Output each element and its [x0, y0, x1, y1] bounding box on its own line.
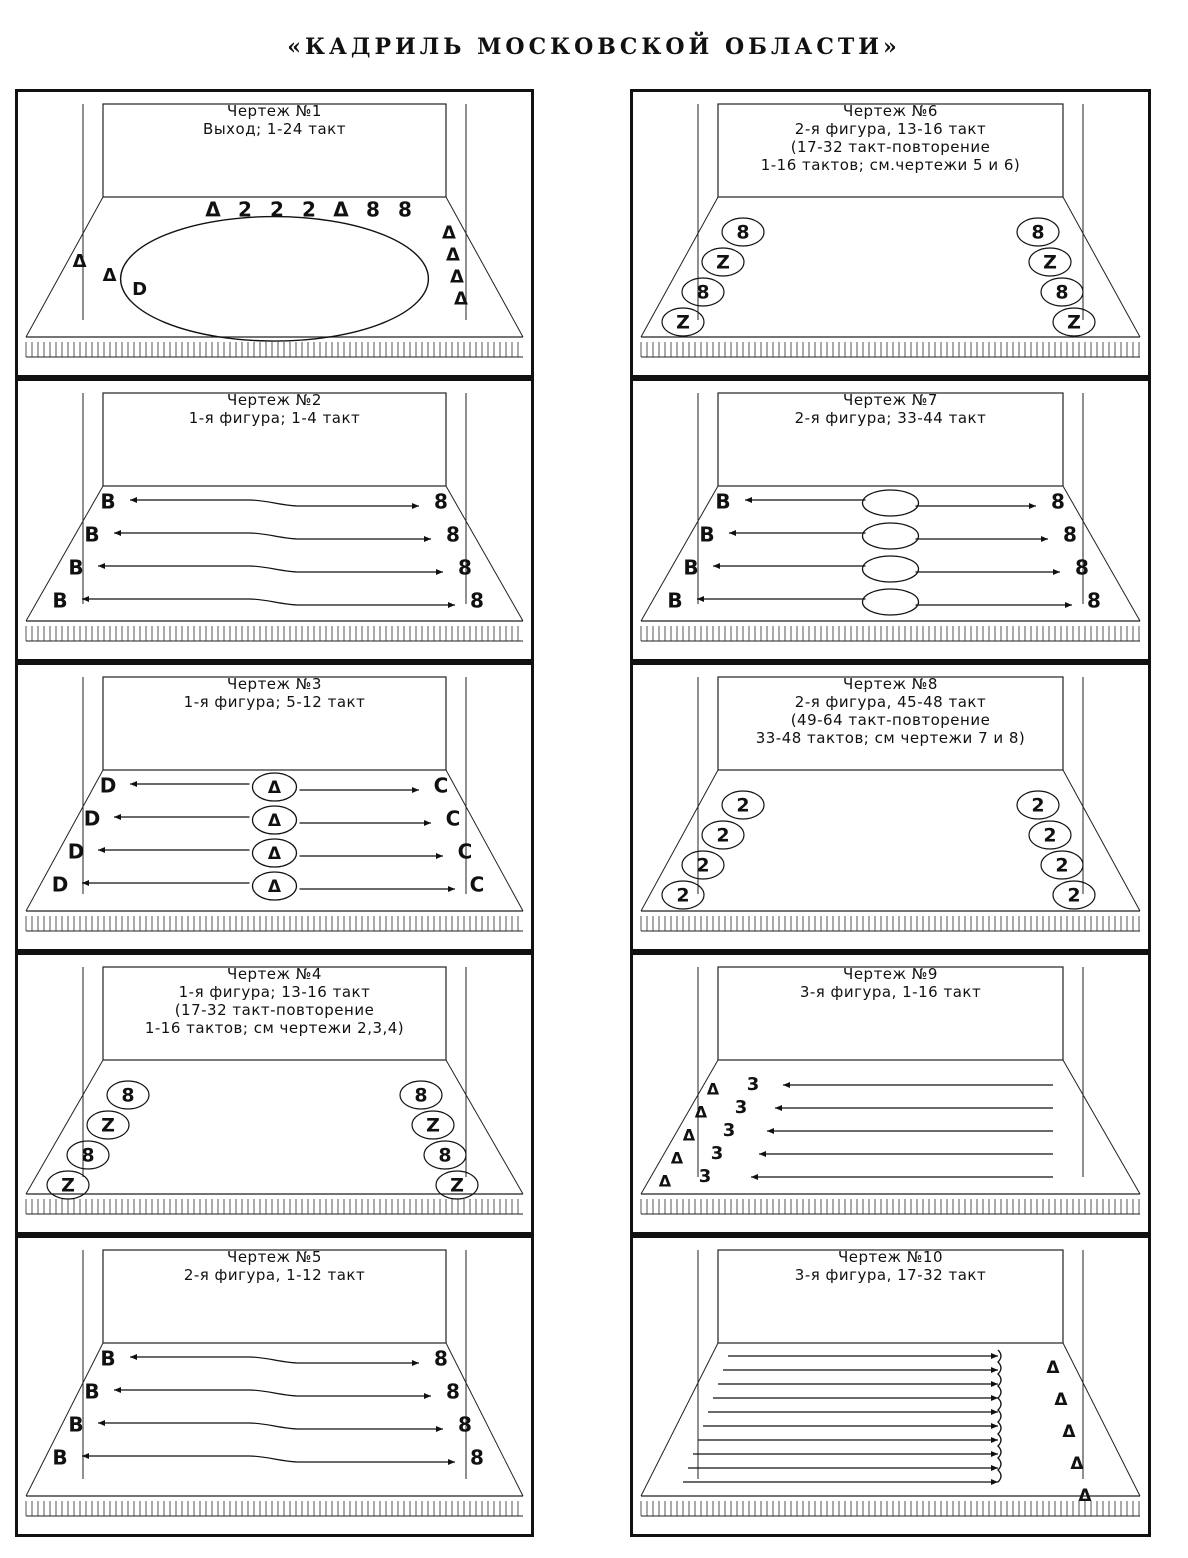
arrowhead [991, 1423, 998, 1429]
drawing-note: (17-32 такт-повторение [174, 1001, 375, 1019]
dancer-symbol: Δ [267, 844, 282, 864]
dancer-symbol: Δ [72, 250, 87, 272]
drawing-panel [630, 378, 1151, 662]
drawing-caption [18, 965, 531, 1037]
drawing-note: (17-32 такт-повторение [790, 138, 991, 156]
drawing-note: 1-я фигура; 13-16 такт [178, 983, 371, 1001]
drawing-note: 2-я фигура, 13-16 такт [794, 120, 987, 138]
drawing-panel [630, 89, 1151, 378]
dancer-symbol: 8 [1055, 281, 1069, 304]
crossing-path [250, 1357, 300, 1363]
dancer-symbol: Δ [658, 1171, 672, 1191]
arrowhead [1065, 602, 1072, 608]
dancer-symbol: C [469, 872, 485, 897]
dancer-symbol: B [68, 1412, 84, 1437]
arrowhead [991, 1395, 998, 1401]
dancer-symbol: Z [426, 1114, 440, 1137]
arrowhead [991, 1409, 998, 1415]
dancer-symbol: Z [676, 311, 690, 334]
drawing-caption [633, 675, 1148, 747]
dancer-symbol: 2 [696, 854, 710, 877]
arrowhead [991, 1465, 998, 1471]
dancer-symbol: 8 [458, 1412, 472, 1437]
dancer-symbol: Δ [267, 877, 282, 897]
drawing-panel [15, 952, 534, 1235]
dancer-symbol: Δ [1046, 1358, 1060, 1378]
dancer-symbol: Δ [333, 197, 349, 222]
arrowhead [424, 820, 431, 826]
loop-path [863, 490, 919, 516]
dancer-symbol: 3 [698, 1166, 712, 1187]
arrowhead [729, 530, 736, 536]
drawing-note: 3-я фигура, 1-16 такт [799, 983, 982, 1001]
crossing-path [250, 1390, 300, 1396]
right-floor-line [1063, 1060, 1140, 1194]
arrowhead [114, 814, 121, 820]
arrowhead [436, 853, 443, 859]
loop-path [863, 589, 919, 615]
drawing-number: Чертеж №5 [227, 1248, 322, 1266]
drawing-caption [633, 1248, 1148, 1284]
dancer-symbol: B [683, 555, 699, 580]
crossing-path [250, 566, 300, 572]
dancer-symbol: 2 [269, 197, 284, 222]
arrowhead [130, 1354, 137, 1360]
wavy-line [998, 1350, 1001, 1482]
arrowhead [448, 602, 455, 608]
drawing-number: Чертеж №7 [843, 391, 938, 409]
drawing-caption [633, 102, 1148, 174]
dancer-symbol: B [100, 1346, 116, 1371]
dancer-symbol: 8 [696, 281, 710, 304]
dancer-symbol: 8 [1075, 555, 1089, 580]
arrowhead [114, 530, 121, 536]
drawing-caption [18, 391, 531, 427]
arrowhead [448, 886, 455, 892]
arrowhead [448, 1459, 455, 1465]
arrowhead [98, 563, 105, 569]
drawing-number: Чертеж №10 [838, 1248, 943, 1266]
dancer-symbol: 8 [1063, 522, 1077, 547]
dancer-symbol: 8 [414, 1084, 428, 1107]
drawing-note: (49-64 такт-повторение [790, 711, 991, 729]
arrowhead [745, 497, 752, 503]
drawing-panel [15, 89, 534, 378]
dancer-symbol: 2 [1055, 854, 1069, 877]
drawing-panel [15, 378, 534, 662]
drawing-note: 3-я фигура, 17-32 такт [794, 1266, 987, 1284]
arrowhead [114, 1387, 121, 1393]
dancer-symbol: B [715, 489, 731, 514]
drawing-panel [630, 952, 1151, 1235]
arrowhead [767, 1128, 774, 1134]
drawing-caption [633, 391, 1148, 427]
drawing-note: 2-я фигура, 45-48 такт [794, 693, 987, 711]
drawing-note: 33-48 тактов; см чертежи 7 и 8) [755, 729, 1026, 747]
dancer-symbol: 8 [121, 1084, 135, 1107]
dancer-symbol: Δ [1070, 1454, 1084, 1474]
arrowhead [424, 536, 431, 542]
loop-path [863, 556, 919, 582]
dancer-symbol: Z [1043, 251, 1057, 274]
crossing-path [250, 599, 300, 605]
dancer-symbol: Δ [1078, 1486, 1092, 1506]
arrowhead [991, 1353, 998, 1359]
dancer-symbol: Δ [453, 288, 468, 310]
drawing-number: Чертеж №1 [227, 102, 322, 120]
arrowhead [751, 1174, 758, 1180]
dancer-symbol: C [457, 839, 473, 864]
dancer-symbol: D [51, 872, 69, 897]
dancer-symbol: Δ [267, 778, 282, 798]
drawing-note: 1-я фигура; 5-12 такт [183, 693, 366, 711]
drawing-note: 1-16 тактов; см чертежи 2,3,4) [144, 1019, 405, 1037]
crossing-path [250, 500, 300, 506]
drawing-panel [630, 662, 1151, 952]
page-title: «КАДРИЛЬ МОСКОВСКОЙ ОБЛАСТИ» [287, 34, 901, 60]
left-floor-line [26, 1343, 103, 1496]
dancer-symbol: D [99, 773, 117, 798]
dancer-symbol: 8 [736, 221, 750, 244]
left-floor-line [641, 1343, 718, 1496]
dancer-symbol: C [433, 773, 449, 798]
drawing-caption [18, 675, 531, 711]
dancer-symbol: 8 [434, 489, 448, 514]
dancer-symbol: Δ [670, 1148, 684, 1168]
dancer-symbol: 2 [301, 197, 316, 222]
crossing-path [250, 1456, 300, 1462]
left-floor-line [26, 197, 103, 337]
drawing-number: Чертеж №6 [843, 102, 938, 120]
dancer-symbol: B [84, 1379, 100, 1404]
dancer-symbol: 3 [734, 1097, 748, 1118]
arrowhead [759, 1151, 766, 1157]
dancer-symbol: 2 [716, 824, 730, 847]
dancer-symbol: Δ [205, 197, 221, 222]
arrowhead [130, 781, 137, 787]
dancer-symbol: 8 [458, 555, 472, 580]
drawing-caption [18, 1248, 531, 1284]
arrowhead [991, 1381, 998, 1387]
dancer-symbol: Δ [706, 1079, 720, 1099]
crossing-path [250, 1423, 300, 1429]
drawing-number: Чертеж №4 [227, 965, 322, 983]
dancer-symbol: 8 [397, 197, 412, 222]
dancer-symbol: 8 [470, 588, 484, 613]
dancer-symbol: D [67, 839, 85, 864]
arrowhead [98, 1420, 105, 1426]
drawing-panel [630, 1235, 1151, 1537]
arrowhead [1029, 503, 1036, 509]
drawing-panel [15, 1235, 534, 1537]
arrowhead [98, 847, 105, 853]
drawing-note: 2-я фигура; 33-44 такт [794, 409, 987, 427]
dancer-symbol: 3 [746, 1074, 760, 1095]
dancer-symbol: 3 [710, 1143, 724, 1164]
dancer-symbol: Δ [449, 266, 464, 288]
dancer-symbol: 2 [1067, 884, 1081, 907]
dancer-symbol: 8 [446, 522, 460, 547]
dancer-symbol: B [68, 555, 84, 580]
arrowhead [436, 569, 443, 575]
arrowhead [424, 1393, 431, 1399]
arrowhead [130, 497, 137, 503]
dancer-symbol: B [52, 1445, 68, 1470]
right-floor-line [1063, 486, 1140, 621]
dancer-symbol: Δ [267, 811, 282, 831]
drawing-number: Чертеж №3 [227, 675, 322, 693]
dancer-symbol: 2 [237, 197, 252, 222]
arrowhead [436, 1426, 443, 1432]
dancer-symbol: 8 [438, 1144, 452, 1167]
drawing-number: Чертеж №2 [227, 391, 322, 409]
dancer-symbol: 8 [365, 197, 380, 222]
dancer-symbol: 3 [722, 1120, 736, 1141]
dancer-symbol: Δ [441, 222, 456, 244]
arrowhead [412, 787, 419, 793]
right-floor-line [446, 486, 523, 621]
drawing-caption [633, 965, 1148, 1001]
arrowhead [713, 563, 720, 569]
dancer-symbol: Z [450, 1174, 464, 1197]
dancer-symbol: 8 [446, 1379, 460, 1404]
dancer-symbol: 8 [1087, 588, 1101, 613]
dancer-symbol: Z [61, 1174, 75, 1197]
dancer-symbol: Δ [694, 1102, 708, 1122]
dancer-symbol: 8 [1031, 221, 1045, 244]
arrowhead [412, 1360, 419, 1366]
drawing-caption [18, 102, 531, 138]
dancer-symbol: 8 [470, 1445, 484, 1470]
loop-path [863, 523, 919, 549]
dancer-symbol: 2 [736, 794, 750, 817]
dancer-symbol: D [132, 278, 148, 300]
dancer-symbol: C [445, 806, 461, 831]
dancer-symbol: 8 [1051, 489, 1065, 514]
dancer-symbol: B [100, 489, 116, 514]
dancer-symbol: 2 [1043, 824, 1057, 847]
drawing-note: Выход; 1-24 такт [203, 120, 346, 138]
arrowhead [783, 1082, 790, 1088]
drawing-note: 2-я фигура, 1-12 такт [183, 1266, 366, 1284]
dancer-symbol: 2 [676, 884, 690, 907]
drawing-number: Чертеж №9 [843, 965, 938, 983]
dancer-symbol: Δ [1062, 1422, 1076, 1442]
arrowhead [1041, 536, 1048, 542]
dancer-symbol: Z [1067, 311, 1081, 334]
dancer-symbol: B [667, 588, 683, 613]
dance-circle [121, 217, 429, 342]
dancer-symbol: Z [716, 251, 730, 274]
crossing-path [250, 533, 300, 539]
drawing-panel [15, 662, 534, 952]
dancer-symbol: B [84, 522, 100, 547]
drawing-number: Чертеж №8 [843, 675, 938, 693]
arrowhead [991, 1437, 998, 1443]
dancer-symbol: D [83, 806, 101, 831]
drawing-note: 1-16 тактов; см.чертежи 5 и 6) [760, 156, 1021, 174]
arrowhead [991, 1367, 998, 1373]
dancer-symbol: B [699, 522, 715, 547]
arrowhead [412, 503, 419, 509]
dancer-symbol: Δ [1054, 1390, 1068, 1410]
dancer-symbol: Z [101, 1114, 115, 1137]
dancer-symbol: 8 [81, 1144, 95, 1167]
arrowhead [991, 1479, 998, 1485]
dancer-symbol: B [52, 588, 68, 613]
dancer-symbol: Δ [102, 264, 117, 286]
dancer-symbol: 8 [434, 1346, 448, 1371]
arrowhead [1053, 569, 1060, 575]
drawing-note: 1-я фигура; 1-4 такт [188, 409, 361, 427]
arrowhead [991, 1451, 998, 1457]
arrowhead [775, 1105, 782, 1111]
dancer-symbol: 2 [1031, 794, 1045, 817]
dancer-symbol: Δ [682, 1125, 696, 1145]
dancer-symbol: Δ [445, 244, 460, 266]
